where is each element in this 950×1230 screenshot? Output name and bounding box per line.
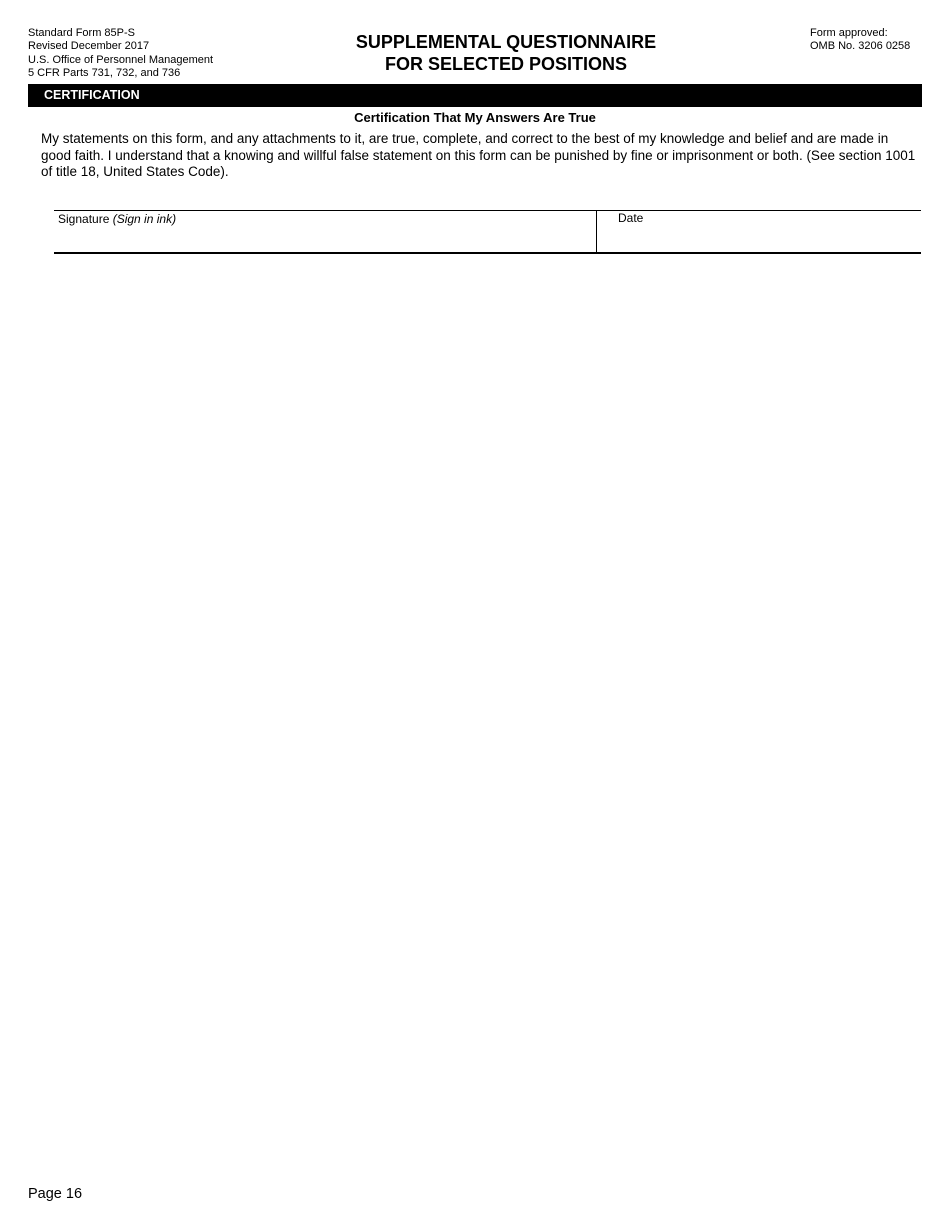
approval-line1: Form approved: (810, 27, 888, 39)
signature-field[interactable] (54, 211, 597, 252)
approval-line2: OMB No. 3206 0258 (810, 39, 911, 52)
date-label: Date (618, 211, 644, 225)
signature-label: Signature (58, 212, 113, 226)
signature-block (54, 210, 921, 254)
certification-statement: My statements on this form, and any attachments to it, are true, complete, and correct to the best of my knowledge and belief and are made in good faith. I understand that a knowing and willful false statement on this form can be punished by fine or imprisonment or both. (See section 1001 of title 18, United States Code). (41, 131, 916, 180)
form-info-line: U.S. Office of Personnel Management (28, 53, 214, 66)
form-info-line: 5 CFR Parts 731, 732, and 736 (28, 66, 181, 79)
form-info-line: Revised December 2017 (28, 40, 150, 53)
form-title-line2: FOR SELECTED POSITIONS (384, 54, 628, 74)
section-header-certification: CERTIFICATION (28, 84, 922, 107)
certification-subheading: Certification That My Answers Are True (354, 110, 596, 125)
form-info-line: Standard Form 85P-S (28, 27, 135, 39)
form-title-line1: SUPPLEMENTAL QUESTIONNAIRE (355, 32, 657, 52)
form-approval (810, 27, 910, 52)
date-field[interactable] (597, 211, 921, 252)
form-info (28, 27, 213, 80)
page-number: Page 16 (28, 1186, 83, 1202)
form-title (300, 31, 712, 75)
signature-hint: (Sign in ink) (112, 212, 177, 226)
